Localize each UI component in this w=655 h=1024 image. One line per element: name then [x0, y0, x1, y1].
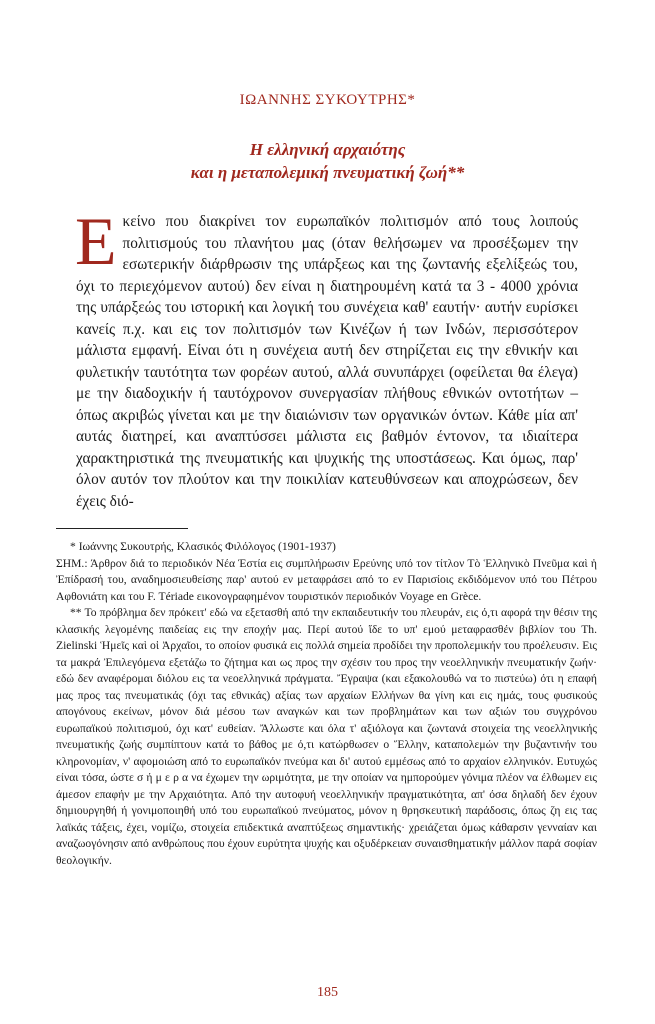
article-body [75, 203, 578, 512]
article-title [0, 138, 655, 184]
footnote-divider [56, 528, 188, 529]
author-name: ΙΩΑΝΝΗΣ ΣΥΚΟΥΤΡΗΣ* [239, 92, 416, 108]
title-line-1: Η ελληνική αρχαιότης [249, 140, 406, 159]
drop-cap: Ε [75, 203, 117, 279]
footnote-author: * Ιωάννης Συκουτρής, Κλασικός Φιλόλογος (1901-1937) [70, 540, 336, 553]
footnote-title: ** Το πρόβλημα δεν πρόκειτ' εδώ να εξετασθή από την εκπαιδευτικήν του πλευράν, εις ό,τι αφορά την θέσιν της κλασικής λεγομένης παιδείας εις την εποχήν μας. Περί αυτού ἴδε το υπ' εμού μεταφρασθέν βιβλίον του Th. Zielinski Ἡμεῖς καὶ οἱ Ἀρχαῖοι, το οποίον φυσικά εις πολλά σημεία προδίδει την προπολεμικήν του προέλευσιν. Εις τα μακρά Ἐπιλεγόμενα εξετάζω το ζήτημα και ως προς την σχέσιν του προς την νεοελληνικήν πνευματικήν ζωήν· εδώ δεν αναφέρομαι διόλου εις τα νεοελληνικά πράγματα. Ἔγραψα (και εξακολουθώ να το πιστεύω) ότι η επαφή μας προς τας πνευματικάς (όχι τας εθνικάς) αξίας των αρχαίων Ελλήνων θα γίνη και εις ημάς, τους φυσικούς απογόνους εκείνων, μόνον διά μέσου των αναγκών και των προβλημάτων και των αξιών του συγχρόνου ευρωπαϊκού πολιτισμού, όχι κατ' ευθείαν. Ἄλλωστε και όλα τ' αξιόλογα και ζωντανά στοιχεία της νεοελληνικής πνευματικής ζωής συμπίπτουν κατά το βάθος με ό,τι κατώρθωσεν ο Ἕλλην, καταπολεμών την βυζαντινήν του κληρονομίαν, ν' αφομοιώση από το ευρωπαϊκόν πνεύμα και δι' αυτού εμμέσως από το αρχαίον ελληνικόν. Ευτυχώς είναι τόσα, ώστε σ ή μ ε ρ α να έχωμεν την ωριμότητα, με την οποίαν να ημπορούμεν γόνιμα πλέον να έλθωμεν εις άμεσον επαφήν με την Αρχαιότητα. Από την αυτοφυή νεοελληνικήν πραγματικότητα, απ' όσα δηλαδή δεν έχουν δημιουργηθή ή γονιμοποιηθή υπό του ευρωπαϊκού πνεύματος, μόνον η θρησκευτική παράδοσις, όπως ζη εις τας λαϊκάς τάξεις, έχει, νομίζω, στοιχεία επιδεκτικά αναπτύξεως σημαντικής· χρειάζεται όμως κάθαρσιν γενναίαν και αναζωογόνησιν από ανθρώπους που έχουν ευρύτητα ψυχής και οξυδέρκειαν συναισθηματικήν μάλλον παρά σοφίαν θεολογικήν. [56, 606, 597, 867]
title-line-2: και η μεταπολεμική πνευματική ζωή** [190, 163, 465, 182]
footnotes [56, 539, 597, 869]
article-paragraph: κείνο που διακρίνει τον ευρωπαϊκόν πολιτισμόν από τους λοιπούς πολιτισμούς του πλανήτου μας (όταν θελήσωμεν να προσέξωμεν την εσωτερικήν διάρθρωσιν της υπάρξεως και της ζωντανής εξελίξεώς του, όχι το περιεχόμενον αυτού) δεν είναι η διατηρουμένη κατά τα 3 - 4000 χρόνια της υπάρξεώς του ιστορική και λογική του συνέχεια καθ' εαυτήν· αυτήν ευρίσκει κανείς π.χ. και εις τον πολιτισμόν των Κινέζων ή των Ινδών, περισσότερον μάλιστα εμφανή. Είναι ότι η συνέχεια αυτή δεν στηρίζεται εις την εθνικήν και φυλετικήν ταυτότητα των φορέων αυτού, αλλά συνυπάρχει (οφείλεται θα έλεγα) με την διαδοχικήν ή ταυτόχρονον συνεργασίαν πλήθους εθνικών οντοτήτων –όπως ακριβώς γίνεται και με την διαιώνισιν των οργανικών όντων. Κάθε μία απ' αυτάς διατηρεί, και αναπτύσσει μάλιστα εις βαθμόν έντονον, τα ιδιαίτερα χαρακτηριστικά της πνευματικής και ψυχικής της υποστάσεως. Και όμως, παρ' όλον αυτόν τον πλούτον και την ποικιλίαν κατευθύνσεων και αποχρώσεων, δεν έχεις διό- [76, 213, 578, 510]
page-number: 185 [317, 985, 338, 1000]
footnote-remark: ΣΗΜ.: Άρθρον διά το περιοδικόν Νέα Έστία εις συμπλήρωσιν Ερεύνης υπό τον τίτλον Τὸ Ἑλληνικὸ Πνεῦμα καὶ ἡ Ἐπίδρασή του, αναδημοσιευθείσης παρ' αυτού εν μεταφράσει από το εν Παρισίοις εκδιδόμενον υπό του Πέτρου Αφθονιάτη και του F. Tériade εικονογραφημένον τουριστικόν περιοδικόν Voyage en Grèce. [56, 556, 597, 603]
